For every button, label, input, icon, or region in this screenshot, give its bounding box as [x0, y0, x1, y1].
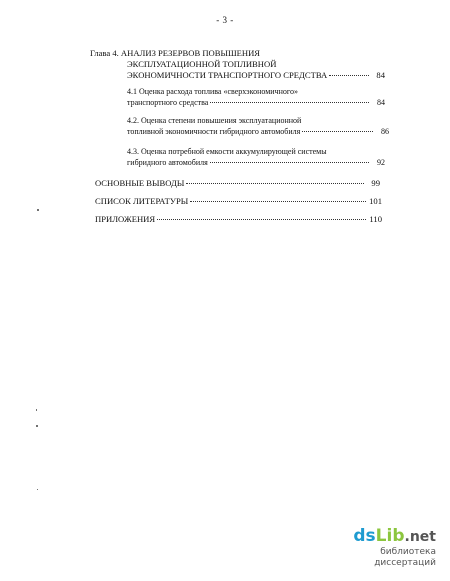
toc-page-number: 86 [381, 127, 389, 136]
toc-page-number: 84 [377, 98, 385, 107]
toc-appendices-label: ПРИЛОЖЕНИЯ [95, 214, 156, 224]
toc-entry-section-4-1 [127, 97, 385, 108]
toc-entry-appendices [95, 214, 382, 225]
leader-dots [190, 201, 366, 202]
toc-chapter4-title-line1: Глава 4. АНАЛИЗ РЕЗЕРВОВ ПОВЫШЕНИЯ [90, 48, 261, 58]
leader-dots [210, 102, 369, 103]
toc-page-number: 101 [369, 196, 382, 206]
toc-literature-label: СПИСОК ЛИТЕРАТУРЫ [95, 196, 189, 206]
toc-page-number: 99 [371, 178, 380, 188]
watermark-subtitle: библиотека диссертаций [374, 547, 436, 568]
toc-page-number: 92 [377, 158, 385, 167]
toc-chapter4-title-line3: ЭКОНОМИЧНОСТИ ТРАНСПОРТНОГО СРЕДСТВА [127, 70, 328, 80]
toc-section-4-1-line1: 4.1 Оценка расхода топлива «сверхэкономичного» [127, 87, 298, 96]
logo-net: .net [404, 529, 436, 545]
logo-ds: ds [353, 526, 376, 546]
toc-chapter4-title-line2: ЭКСПЛУАТАЦИОННОЙ ТОПЛИВНОЙ [127, 59, 277, 69]
toc-entry-section-4-2 [127, 126, 389, 137]
dslib-watermark [326, 527, 436, 569]
leader-dots [157, 219, 366, 220]
leader-dots [329, 75, 369, 76]
toc-page-number: 84 [376, 70, 385, 80]
toc-section-4-2-line1: 4.2. Оценка степени повышения эксплуатационной [127, 116, 302, 125]
toc-entry-section-4-3 [127, 157, 385, 168]
toc-conclusions-label: ОСНОВНЫЕ ВЫВОДЫ [95, 178, 185, 188]
logo-lib: Lib [375, 526, 405, 546]
leader-dots [186, 183, 364, 184]
toc-section-4-3-line2: гибридного автомобиля [127, 158, 208, 167]
scan-speck [37, 209, 39, 211]
scan-speck [36, 425, 38, 427]
toc-entry-chapter4 [127, 70, 385, 81]
toc-section-4-1-line2: транспортного средства [127, 98, 209, 107]
page-number: - 3 - [216, 15, 234, 25]
toc-page-number: 110 [369, 214, 382, 224]
leader-dots [302, 131, 373, 132]
toc-section-4-2-line2: топливной экономичности гибридного автомобиля [127, 127, 301, 136]
toc-section-4-3-line1: 4.3. Оценка потребной емкости аккумулирующей системы [127, 147, 327, 156]
scan-speck [36, 409, 37, 411]
leader-dots [210, 162, 369, 163]
toc-entry-conclusions [95, 178, 380, 189]
scan-speck [37, 489, 38, 490]
dslib-logo [326, 527, 436, 546]
toc-entry-literature [95, 196, 382, 207]
